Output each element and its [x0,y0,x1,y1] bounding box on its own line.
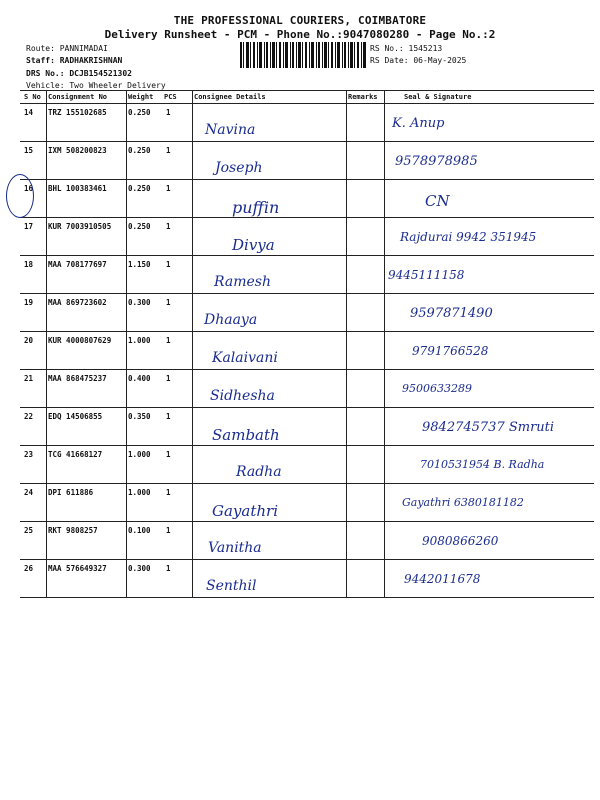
row-divider [20,141,594,142]
row-sno: 18 [24,260,34,269]
row-pcs: 1 [166,526,171,535]
row-seal-signature: 9842745737 Smruti [422,420,555,435]
row-sno: 25 [24,526,34,535]
row-seal-signature: 9791766528 [412,344,489,358]
row-divider [20,369,594,370]
row-sno: 24 [24,488,34,497]
route-label: Route: PANNIMADAI [26,44,108,53]
row-seal-signature: 9578978985 [395,154,478,169]
row-consignee-handwritten: Sidhesha [210,388,275,404]
row-weight: 0.350 [128,412,151,421]
staff-label: Staff: RADHAKRISHNAN [26,56,123,65]
row-divider [20,597,594,598]
row-sno: 17 [24,222,34,231]
col-header-sno: S No [24,93,41,101]
row-divider [20,217,594,218]
col-header-consignee: Consignee Details [194,93,266,101]
row-consignee-handwritten: Gayathri [212,502,278,520]
row-seal-signature: 9597871490 [410,306,493,321]
row-seal-signature: 9442011678 [404,572,481,586]
col-header-pcs: PCS [164,93,177,101]
sno-col-separator [46,90,47,598]
pcs-col-separator [192,90,193,598]
row-consignment-no: RKT 9808257 [48,526,98,535]
row-weight: 0.300 [128,298,151,307]
row-consignee-handwritten: Senthil [206,578,257,594]
row-pcs: 1 [166,488,171,497]
row-sno: 22 [24,412,34,421]
drs-label: DRS No.: DCJB154521302 [26,69,132,78]
row-weight: 0.250 [128,222,151,231]
row-seal-signature: 9500633289 [402,382,472,395]
row-pcs: 1 [166,450,171,459]
row-pcs: 1 [166,298,171,307]
row-seal-signature: Rajdurai 9942 351945 [400,230,537,244]
row-consignment-no: TCG 41668127 [48,450,103,459]
col-header-consignment: Consignment No [48,93,108,101]
company-title: THE PROFESSIONAL COURIERS, COIMBATORE [173,14,427,27]
row-consignment-no: IXM 508200823 [48,146,107,155]
row-consignment-no: MAA 708177697 [48,260,107,269]
table-top-rule [20,90,594,91]
remarks-col-separator [384,90,385,598]
row-consignment-no: KUR 4000807629 [48,336,112,345]
row-weight: 1.000 [128,488,151,497]
row-sno: 21 [24,374,34,383]
row-consignment-no: EDQ 14506855 [48,412,103,421]
row-weight: 1.150 [128,260,151,269]
rs-number: RS No.: 1545213 [370,44,443,53]
row-consignee-handwritten: Radha [236,464,282,480]
row-consignee-handwritten: Sambath [212,426,280,444]
row-weight: 0.250 [128,184,151,193]
row-seal-signature: K. Anup [392,116,445,131]
row-weight: 1.000 [128,336,151,345]
row-weight: 0.400 [128,374,151,383]
row-consignee-handwritten: Divya [232,236,275,254]
row-seal-signature: 7010531954 B. Radha [420,458,545,471]
row-pcs: 1 [166,336,171,345]
row-seal-signature: CN [425,192,450,210]
row-consignment-no: DPI 611886 [48,488,94,497]
col-header-seal: Seal & Signature [404,93,472,101]
runsheet-subtitle: Delivery Runsheet - PCM - Phone No.:9047080280 - Page No.:2 [104,28,496,41]
rs-date: RS Date: 06-May-2025 [370,56,467,65]
col-header-weight: Weight [128,93,154,101]
row-sno: 14 [24,108,34,117]
row-consignment-no: KUR 7003910505 [48,222,112,231]
row-pcs: 1 [166,412,171,421]
vehicle-label: Vehicle: Two Wheeler Delivery [26,81,166,90]
row-divider [20,445,594,446]
row-consignee-handwritten: Vanitha [208,540,262,556]
row-consignee-handwritten: Ramesh [214,274,271,290]
row-pcs: 1 [166,108,171,117]
row-weight: 1.000 [128,450,151,459]
row-sno: 19 [24,298,34,307]
row-sno: 26 [24,564,34,573]
row-consignee-handwritten: Joseph [215,160,263,176]
row-pcs: 1 [166,184,171,193]
row-consignee-handwritten: puffin [232,198,280,217]
barcode-image [240,42,366,68]
row-consignment-no: MAA 869723602 [48,298,107,307]
row-divider [20,331,594,332]
row-seal-signature: Gayathri 6380181182 [402,496,524,509]
row-weight: 0.300 [128,564,151,573]
row-divider [20,521,594,522]
row-divider [20,407,594,408]
header-rule [20,103,594,104]
row-divider [20,559,594,560]
row-sno: 16 [24,184,34,193]
row-weight: 0.250 [128,108,151,117]
row-sno: 15 [24,146,34,155]
row-weight: 0.250 [128,146,151,155]
consignment-col-separator [126,90,127,598]
consignee-col-separator [346,90,347,598]
row-pcs: 1 [166,222,171,231]
row-divider [20,293,594,294]
row-sno: 20 [24,336,34,345]
row-pcs: 1 [166,564,171,573]
row-consignee-handwritten: Kalaivani [212,350,278,366]
row-consignment-no: BHL 100383461 [48,184,107,193]
row-divider [20,483,594,484]
row-sno: 23 [24,450,34,459]
pen-circle-mark [6,174,34,218]
row-weight: 0.100 [128,526,151,535]
row-consignment-no: MAA 868475237 [48,374,107,383]
col-header-remarks: Remarks [348,93,378,101]
row-pcs: 1 [166,374,171,383]
row-seal-signature: 9445111158 [388,268,465,282]
row-consignee-handwritten: Dhaaya [204,312,258,328]
row-consignment-no: MAA 576649327 [48,564,107,573]
row-consignment-no: TRZ 155102685 [48,108,107,117]
row-divider [20,255,594,256]
row-consignee-handwritten: Navina [205,122,256,138]
row-pcs: 1 [166,260,171,269]
row-divider [20,179,594,180]
row-seal-signature: 9080866260 [422,534,499,548]
row-pcs: 1 [166,146,171,155]
